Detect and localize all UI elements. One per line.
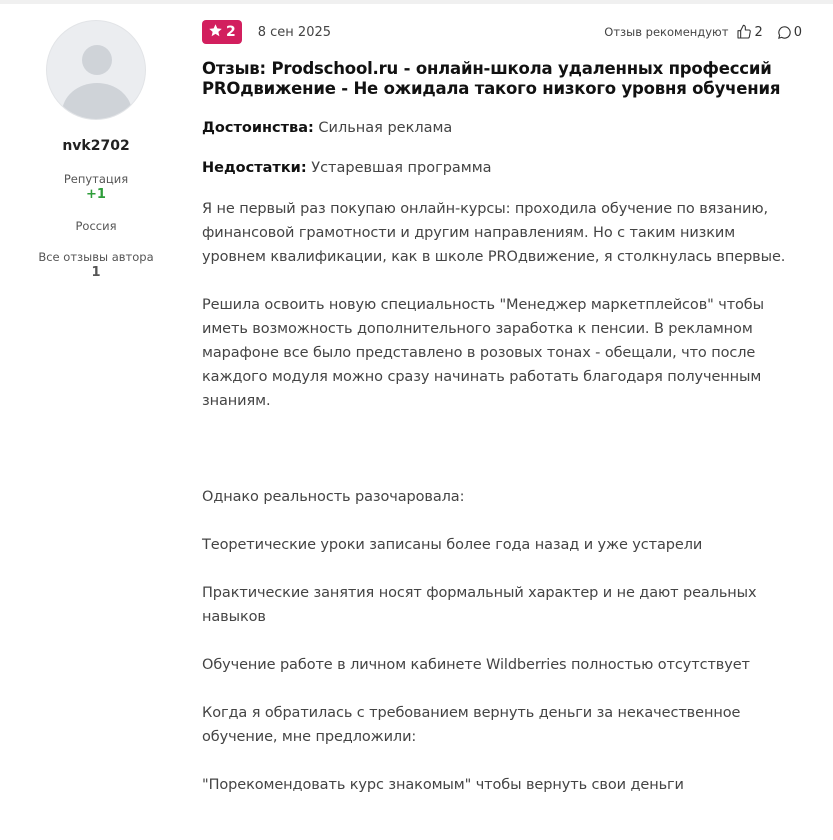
review-date: 8 сен 2025 — [257, 24, 332, 40]
author-country: Россия — [75, 219, 117, 233]
review-paragraph: "Порекомендовать курс знакомым" чтобы вернуть свои деньги — [202, 777, 684, 793]
pros-value: Сильная реклама — [318, 120, 453, 136]
rating-value: 2 — [226, 24, 236, 40]
author-username[interactable]: nvk2702 — [62, 138, 130, 154]
review-pros — [202, 118, 802, 138]
cons-label: Недостатки: — [202, 160, 307, 176]
review — [202, 20, 802, 821]
recommend-bar — [604, 20, 802, 44]
rating-badge — [202, 20, 242, 44]
comments-count: 0 — [793, 24, 802, 40]
review-title: Отзыв: Prodschool.ru - онлайн-школа удаленных профессий PROдвижение - Не ожидала такого низкого уровня обучения — [202, 59, 781, 98]
review-meta — [202, 20, 802, 44]
likes-count: 2 — [754, 24, 763, 40]
recommend-label: Отзыв рекомендуют — [604, 25, 729, 39]
pros-label: Достоинства: — [202, 120, 314, 136]
cons-value: Устаревшая программа — [311, 160, 492, 176]
review-paragraph: Решила освоить новую специальность "Менеджер маркетплейсов" чтобы иметь возможность дополнительного заработка к пенсии. В рекламном марафоне все было представлено в розовых тонах - обещали, что после каждого модуля можно сразу начинать работать благодаря полученным знаниям. — [202, 297, 765, 409]
comment-icon[interactable] — [777, 25, 792, 40]
top-divider — [0, 0, 833, 4]
review-paragraph: Практические занятия носят формальный характер и не дают реальных навыков — [202, 585, 757, 625]
all-reviews-label[interactable]: Все отзывы автора — [38, 250, 154, 264]
review-paragraph: Когда я обратилась с требованием вернуть деньги за некачественное обучение, мне предложили: — [202, 705, 741, 745]
avatar[interactable] — [46, 20, 146, 120]
reputation-value: +1 — [86, 187, 106, 202]
star-icon — [208, 23, 223, 41]
review-paragraph: Я не первый раз покупаю онлайн-курсы: проходила обучение по вязанию, финансовой грамотности и другим направлениям. Но с таким низким уровнем квалификации, как в школе PROдвижение, я столкнулась впервые. — [202, 201, 786, 265]
author-panel — [0, 20, 192, 280]
review-paragraph: Однако реальность разочаровала: — [202, 489, 465, 505]
all-reviews-count[interactable]: 1 — [91, 265, 101, 280]
review-cons — [202, 158, 802, 178]
review-paragraph: Обучение работе в личном кабинете Wildberries полностью отсутствует — [202, 657, 750, 673]
review-paragraph: Теоретические уроки записаны более года назад и уже устарели — [202, 537, 703, 553]
reputation-label: Репутация — [63, 172, 129, 186]
thumbs-up-icon[interactable] — [736, 24, 752, 40]
avatar-placeholder-icon — [82, 45, 112, 75]
review-body — [202, 197, 802, 797]
